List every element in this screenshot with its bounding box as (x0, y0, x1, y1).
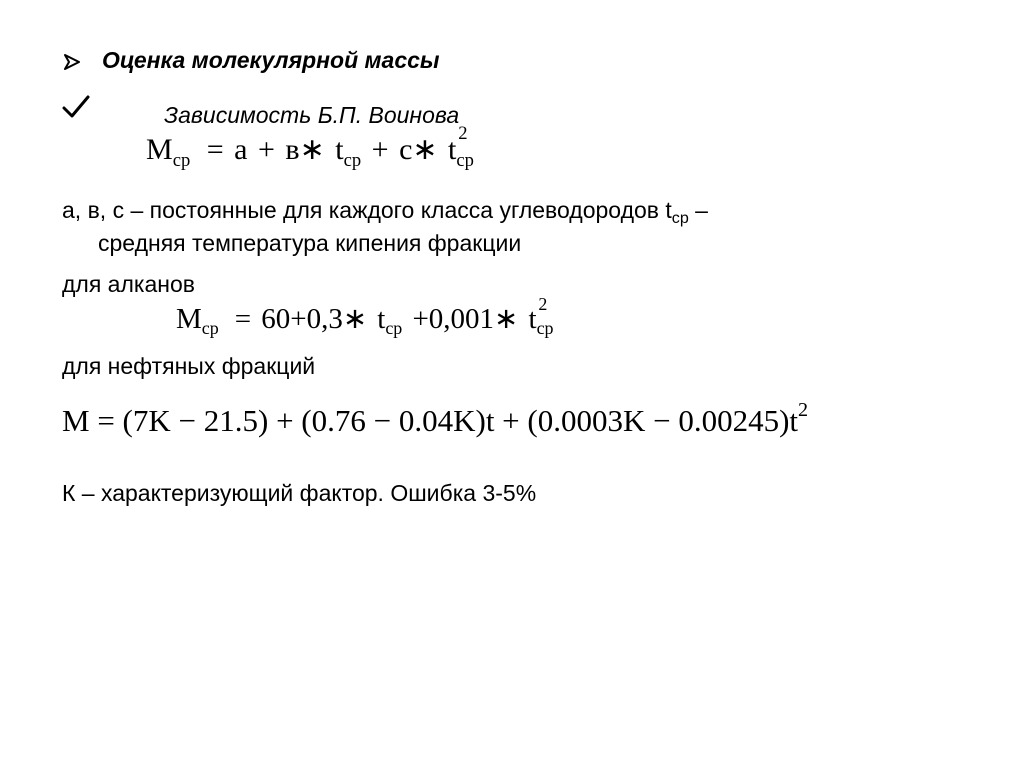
arrow-bullet-icon (62, 51, 84, 73)
formula-symbol: a (234, 133, 248, 166)
constants-line-1 (62, 196, 708, 227)
formula-subscript: ср (172, 149, 191, 171)
formula-symbol: c (399, 133, 413, 166)
fractions-label: для нефтяных фракций (62, 353, 316, 379)
formula-superscript: 2 (798, 398, 809, 421)
formula-number: 60 (261, 303, 291, 335)
constants-text: a, в, с – постоянные для каждого класса углеводородов t (62, 197, 672, 223)
checkmark-icon (62, 94, 90, 120)
formula-operator: = (234, 303, 252, 335)
formula-operator: + (290, 303, 307, 335)
formula-subscript: ср (536, 318, 554, 339)
formula-symbol: t (377, 303, 386, 335)
constants-line-2: средняя температура кипения фракции (98, 230, 522, 256)
formula-operator: ∗ (299, 133, 325, 166)
formula-operator: = (206, 133, 224, 166)
section-title: Оценка молекулярной массы (102, 47, 440, 73)
formula-superscript: 2 (458, 123, 468, 145)
constants-subscript: ср (671, 208, 689, 227)
formula-operator: ∗ (494, 303, 519, 335)
factor-text: К – характеризующий фактор. Ошибка 3-5% (62, 480, 537, 506)
formula-alkanes (176, 293, 554, 340)
formula-symbol: в (285, 133, 300, 166)
voinov-label: Зависимость Б.П. Воинова (164, 102, 460, 128)
formula-operator: + (412, 303, 429, 335)
formula-superscript: 2 (538, 293, 548, 314)
formula-operator: + (371, 133, 389, 166)
formula-operator: ∗ (342, 303, 368, 335)
formula-number: 0,001 (428, 303, 495, 335)
formula-operator: + (258, 133, 275, 166)
constants-dash: – (688, 197, 708, 223)
formula-fractions (62, 398, 809, 444)
formula-operator: ∗ (412, 133, 438, 166)
formula-voinov (146, 123, 474, 172)
formula-subscript: ср (343, 149, 362, 171)
formula-symbol: t (448, 133, 457, 166)
formula-symbol: t (335, 133, 344, 166)
formula-subscript: ср (385, 318, 403, 339)
alkanes-label: для алканов (62, 271, 195, 297)
formula-subscript: ср (201, 318, 219, 339)
formula-number: 0,3 (306, 303, 343, 335)
formula-main: M = (7K − 21.5) + (0.76 − 0.04K)t + (0.0003K − 0.00245)t (62, 403, 799, 438)
formula-subscript: ср (456, 149, 474, 171)
formula-symbol: M (176, 303, 202, 335)
formula-symbol: t (528, 303, 537, 335)
formula-symbol: M (146, 133, 173, 166)
